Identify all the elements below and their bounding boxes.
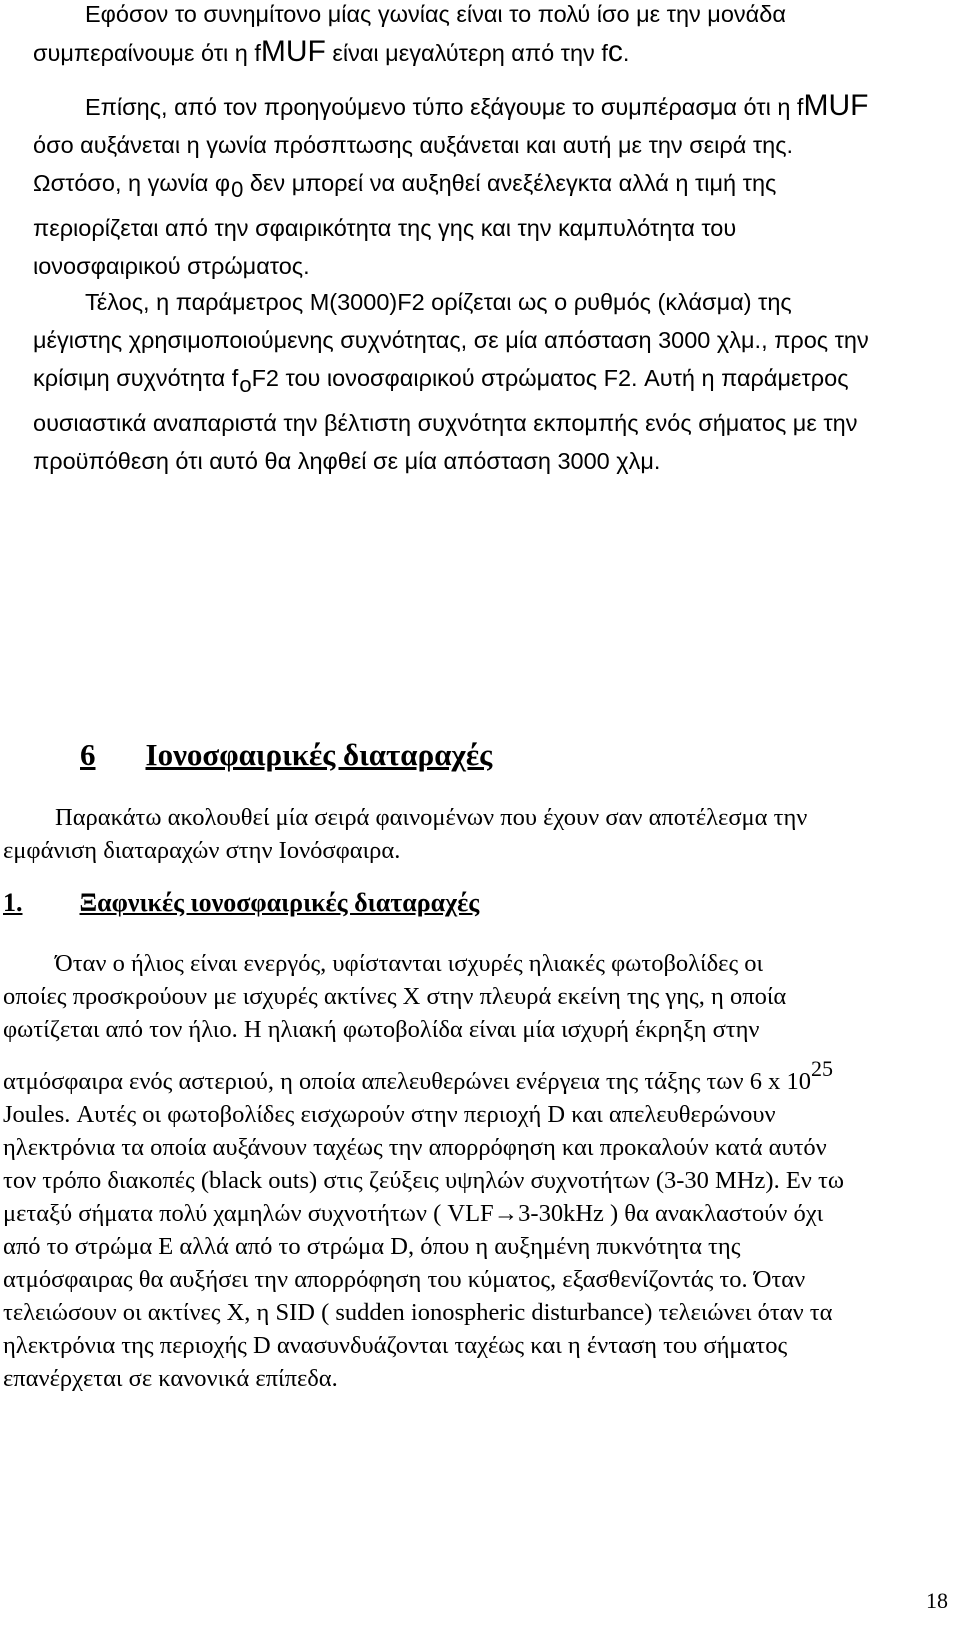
text-line: προϋπόθεση ότι αυτό θα ληφθεί σε μία απόσταση 3000 χλμ. [33, 448, 661, 474]
paragraph-m3000f2 [33, 283, 869, 480]
section-title: Ιονοσφαιρικές διαταραχές [145, 737, 493, 772]
text-line: ηλεκτρόνια της περιοχής D ανασυνδυάζονται ταχέως και η ένταση του σήματος [3, 1332, 788, 1359]
subscript-c: c [607, 35, 623, 68]
text-line: περιορίζεται από την σφαιρικότητα της γης και την καμπυλότητα του [33, 215, 737, 241]
text-line: τον τρόπο διακοπές (black outs) στις ζεύξεις υψηλών συχνοτήτων (3-30 MHz). Εν τω [3, 1167, 844, 1194]
subsection-title: Ξαφνικές ιονοσφαιρικές διαταραχές [79, 888, 480, 917]
text-line: ατμόσφαιρας θα αυξήσει την απορρόφηση του κύματος, εξασθενίζοντάς το. Όταν [3, 1266, 806, 1293]
subsection-number: 1. [3, 888, 23, 917]
text-line: τελειώσουν οι ακτίνες X, η SID ( sudden ionospheric disturbance) τελειώνει όταν τα [3, 1299, 833, 1326]
text-line: όσο αυξάνεται η γωνία πρόσπτωσης αυξάνεται και αυτή με την σειρά της. [33, 132, 794, 158]
text-line: μέγιστης χρησιμοποιούμενης συχνότητας, σε μία απόσταση 3000 χλμ., προς την [33, 327, 869, 353]
section-number: 6 [80, 737, 96, 772]
paragraph-cosine-conclusion [33, 0, 786, 72]
text-line: συμπεραίνουμε ότι η fMUF είναι μεγαλύτερη από την fc. [33, 35, 630, 68]
text-line: οποίες προσκρούουν με ισχυρές ακτίνες X στην πλευρά εκείνη της γης, η οποία [3, 983, 787, 1010]
subscript-muf: MUF [260, 35, 326, 68]
text-line: ουσιαστικά αναπαριστά την βέλτιστη συχνότητα εκπομπής ενός σήματος με την [33, 410, 858, 436]
paragraph-intro [3, 801, 807, 867]
text-line: ατμόσφαιρα ενός αστεριού, η οποία απελευθερώνει ενέργεια της τάξης των 6 x 1025 [3, 1056, 833, 1095]
section-heading [80, 737, 492, 773]
text-line: επανέρχεται σε κανονικά επίπεδα. [3, 1365, 338, 1392]
paragraph-incidence-angle [33, 87, 868, 285]
text-line: Επίσης, από τον προηγούμενο τύπο εξάγουμε το συμπέρασμα ότι η fMUF [85, 89, 869, 122]
text-line: Όταν ο ήλιος είναι ενεργός, υφίστανται ισχυρές ηλιακές φωτοβολίδες οι [55, 950, 764, 977]
subsection-heading [3, 888, 479, 918]
text-line: εμφάνιση διαταραχών στην Ιονόσφαιρα. [3, 837, 401, 864]
text-line: Τέλος, η παράμετρος M(3000)F2 ορίζεται ως ο ρυθμός (κλάσμα) της [85, 289, 792, 315]
text-line: κρίσιμη συχνότητα foF2 του ιονοσφαιρικού στρώματος F2. Αυτή η παράμετρος [33, 365, 849, 397]
text-line: φωτίζεται από τον ήλιο. Η ηλιακή φωτοβολίδα είναι μία ισχυρή έκρηξη στην [3, 1016, 760, 1043]
subscript-o: o [239, 372, 252, 397]
page-number: 18 [926, 1588, 948, 1613]
text-line: από το στρώμα E αλλά από το στρώμα D, όπου η αυξημένη πυκνότητα της [3, 1233, 741, 1260]
text-line: ιονοσφαιρικού στρώματος. [33, 253, 310, 279]
subscript-zero: 0 [231, 177, 244, 202]
text-line: Παρακάτω ακολουθεί μία σειρά φαινομένων που έχουν σαν αποτέλεσμα την [55, 804, 808, 831]
text-line: Εφόσον το συνημίτονο μίας γωνίας είναι το πολύ ίσο με την μονάδα [85, 1, 786, 27]
subscript-muf: MUF [803, 89, 869, 122]
superscript-exponent: 25 [811, 1056, 833, 1081]
text-line: ηλεκτρόνια τα οποία αυξάνουν ταχέως την απορρόφηση και προκαλούν κατά αυτόν [3, 1134, 827, 1161]
right-arrow-icon: → [493, 1200, 519, 1227]
paragraph-solar-flares [3, 947, 844, 1395]
text-line: μεταξύ σήματα πολύ χαμηλών συχνοτήτων ( VLF→3-30kHz ) θα ανακλαστούν όχι [3, 1200, 824, 1227]
text-line: Joules. Αυτές οι φωτοβολίδες εισχωρούν στην περιοχή D και απελευθερώνουν [3, 1101, 776, 1128]
text-line: Ωστόσο, η γωνία φ0 δεν μπορεί να αυξηθεί ανεξέλεγκτα αλλά η τιμή της [33, 170, 777, 202]
